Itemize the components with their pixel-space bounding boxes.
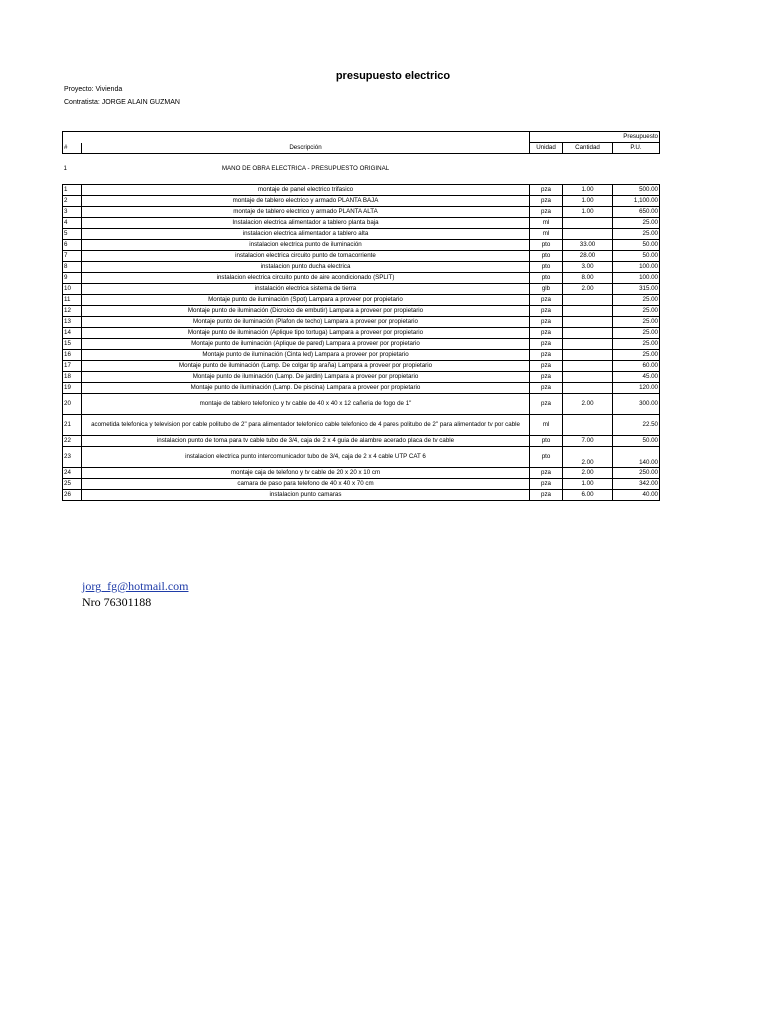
row-unit: ml	[530, 229, 563, 240]
row-number: 19	[63, 383, 82, 394]
project-label: Proyecto: Vivienda	[64, 86, 123, 93]
row-number: 3	[63, 207, 82, 218]
table-row	[63, 284, 660, 295]
table-row	[63, 317, 660, 328]
table-row	[63, 350, 660, 361]
phone-number: Nro 76301188	[82, 595, 152, 609]
table-row	[63, 306, 660, 317]
row-quantity: 2.00	[563, 394, 613, 415]
row-description: Montaje punto de iluminación (Aplique de pared) Lampara a proveer por propietario	[82, 339, 530, 350]
row-unit-price: 140.00	[613, 447, 660, 468]
table-row	[63, 372, 660, 383]
row-description: acometida telefonica y television por cable politubo de 2" para alimentador telefonico cable telefonico de 4 pares politubo de 2" para alimentador tv por cable	[82, 415, 530, 436]
table-row	[63, 447, 660, 468]
row-description: instalacion electrica punto intercomunicador tubo de 3/4, caja de 2 x 4 cable UTP CAT 6	[82, 447, 530, 468]
header-description: Descripción	[82, 143, 530, 154]
row-unit: pza	[530, 490, 563, 501]
row-quantity	[563, 361, 613, 372]
contact-block	[82, 578, 188, 610]
row-number: 22	[63, 436, 82, 447]
row-number: 25	[63, 479, 82, 490]
row-quantity: 1.00	[563, 207, 613, 218]
row-unit-price: 25.00	[613, 295, 660, 306]
row-unit-price: 25.00	[613, 229, 660, 240]
row-unit-price: 25.00	[613, 317, 660, 328]
email-link[interactable]: jorg_fg@hotmail.com	[82, 579, 189, 593]
table-row	[63, 185, 660, 196]
row-description: montaje de tablero electrico y armado PLANTA BAJA	[82, 196, 530, 207]
row-number: 7	[63, 251, 82, 262]
section-label: MANO DE OBRA ELECTRICA - PRESUPUESTO ORIGINAL	[221, 165, 390, 172]
row-unit-price: 250.00	[613, 468, 660, 479]
row-unit: pto	[530, 262, 563, 273]
row-unit: pto	[530, 251, 563, 262]
table-row	[63, 479, 660, 490]
row-description: Montaje punto de iluminación (Spot) Lampara a proveer por propietario	[82, 295, 530, 306]
row-quantity: 8.00	[563, 273, 613, 284]
header-unit: Unidad	[530, 143, 563, 154]
row-unit: pto	[530, 436, 563, 447]
row-unit-price: 50.00	[613, 436, 660, 447]
row-unit-price: 45.00	[613, 372, 660, 383]
table-row	[63, 383, 660, 394]
row-description: Montaje punto de iluminación (Lamp. De colgar tip araña) Lampara a proveer por propietario	[82, 361, 530, 372]
row-description: montaje de tablero electrico y armado PLANTA ALTA	[82, 207, 530, 218]
row-quantity	[563, 415, 613, 436]
table-row	[63, 394, 660, 415]
table-row	[63, 415, 660, 436]
row-unit-price: 25.00	[613, 306, 660, 317]
row-number: 23	[63, 447, 82, 468]
row-number: 10	[63, 284, 82, 295]
row-unit: pto	[530, 447, 563, 468]
section-number: 1	[63, 165, 67, 172]
row-number: 2	[63, 196, 82, 207]
row-description: instalacion electrica circuito punto de aire acondicionado (SPLIT)	[82, 273, 530, 284]
document-title: presupuesto electrico	[335, 70, 451, 82]
row-quantity: 1.00	[563, 479, 613, 490]
table-row	[63, 273, 660, 284]
row-unit-price: 100.00	[613, 273, 660, 284]
contractor-label: Contratista: JORGE ALAIN GUZMAN	[64, 99, 180, 106]
table-row	[63, 436, 660, 447]
row-unit: pza	[530, 372, 563, 383]
row-quantity: 7.00	[563, 436, 613, 447]
row-quantity: 6.00	[563, 490, 613, 501]
row-unit: pza	[530, 383, 563, 394]
table-row	[63, 218, 660, 229]
row-number: 11	[63, 295, 82, 306]
row-quantity: 1.00	[563, 196, 613, 207]
row-quantity	[563, 328, 613, 339]
row-description: montaje caja de telefono y tv cable de 20 x 20 x 10 cm	[82, 468, 530, 479]
row-number: 17	[63, 361, 82, 372]
row-unit-price: 50.00	[613, 240, 660, 251]
row-unit-price: 650.00	[613, 207, 660, 218]
row-description: Montaje punto de iluminación (Lamp. De jardin) Lampara a proveer por propietario	[82, 372, 530, 383]
row-quantity: 2.00	[563, 468, 613, 479]
row-number: 5	[63, 229, 82, 240]
row-unit-price: 60.00	[613, 361, 660, 372]
row-unit: pza	[530, 328, 563, 339]
table-row	[63, 328, 660, 339]
header-quantity: Cantidad	[563, 143, 613, 154]
header-row	[63, 143, 660, 154]
row-description: instalacion punto ducha electrica	[82, 262, 530, 273]
row-number: 20	[63, 394, 82, 415]
row-unit-price: 25.00	[613, 350, 660, 361]
row-description: instalacion punto camaras	[82, 490, 530, 501]
row-quantity: 2.00	[563, 284, 613, 295]
row-unit: ml	[530, 415, 563, 436]
row-unit: pza	[530, 394, 563, 415]
row-number: 16	[63, 350, 82, 361]
table-row	[63, 361, 660, 372]
row-number: 13	[63, 317, 82, 328]
header-presupuesto: Presupuesto	[613, 132, 660, 143]
row-unit-price: 100.00	[613, 262, 660, 273]
table-row	[63, 207, 660, 218]
row-quantity	[563, 372, 613, 383]
row-quantity	[563, 218, 613, 229]
row-number: 26	[63, 490, 82, 501]
row-description: Montaje punto de iluminación (Cinta led) Lampara a proveer por propietario	[82, 350, 530, 361]
row-quantity	[563, 383, 613, 394]
row-description: Instalacion electrica alimentador a tablero planta baja	[82, 218, 530, 229]
row-description: Montaje punto de iluminación (Lamp. De piscina) Lampara a proveer por propietario	[82, 383, 530, 394]
row-description: instalacion electrica circuito punto de tomacorriente	[82, 251, 530, 262]
row-number: 4	[63, 218, 82, 229]
row-description: Montaje punto de iluminación (Dicroico de embutir) Lampara a proveer por propietario	[82, 306, 530, 317]
row-description: instalacion punto de toma para tv cable tubo de 3/4, caja de 2 x 4 guia de alambre acerado placa de tv cable	[82, 436, 530, 447]
row-quantity: 28.00	[563, 251, 613, 262]
row-quantity	[563, 350, 613, 361]
row-unit-price: 25.00	[613, 339, 660, 350]
budget-table	[62, 131, 660, 501]
table-row	[63, 196, 660, 207]
table-row	[63, 251, 660, 262]
row-description: Montaje punto de iluminación (Aplique tipo tortuga) Lampara a proveer por propietario	[82, 328, 530, 339]
row-unit: pza	[530, 196, 563, 207]
row-quantity: 33.00	[563, 240, 613, 251]
row-number: 8	[63, 262, 82, 273]
row-unit-price: 500.00	[613, 185, 660, 196]
row-unit: pza	[530, 468, 563, 479]
row-description: instalacion electrica punto de iluminación	[82, 240, 530, 251]
row-unit: pza	[530, 306, 563, 317]
row-unit: pza	[530, 361, 563, 372]
row-unit-price: 1,100.00	[613, 196, 660, 207]
row-unit: pza	[530, 185, 563, 196]
row-quantity	[563, 295, 613, 306]
row-unit: pza	[530, 339, 563, 350]
row-quantity: 1.00	[563, 185, 613, 196]
header-unit-price: P.U.	[613, 143, 660, 154]
table-row	[63, 229, 660, 240]
row-unit: glb	[530, 284, 563, 295]
row-quantity	[563, 339, 613, 350]
row-unit-price: 40.00	[613, 490, 660, 501]
section-row	[63, 164, 660, 174]
row-unit-price: 342.00	[613, 479, 660, 490]
row-number: 18	[63, 372, 82, 383]
table-row	[63, 490, 660, 501]
header-num: #	[63, 143, 82, 154]
row-quantity	[563, 317, 613, 328]
row-number: 24	[63, 468, 82, 479]
row-quantity	[563, 306, 613, 317]
row-unit: ml	[530, 218, 563, 229]
row-quantity: 3.00	[563, 262, 613, 273]
table-row	[63, 468, 660, 479]
row-unit: pza	[530, 350, 563, 361]
row-unit-price: 25.00	[613, 328, 660, 339]
table-row	[63, 339, 660, 350]
row-unit: pza	[530, 317, 563, 328]
row-number: 12	[63, 306, 82, 317]
row-unit-price: 50.00	[613, 251, 660, 262]
row-number: 1	[63, 185, 82, 196]
row-number: 6	[63, 240, 82, 251]
row-unit-price: 300.00	[613, 394, 660, 415]
row-number: 21	[63, 415, 82, 436]
row-description: montaje de tablero telefonico y tv cable de 40 x 40 x 12 cañeria de fogo de 1"	[82, 394, 530, 415]
row-unit-price: 120.00	[613, 383, 660, 394]
row-description: montaje de panel electrico trifasico	[82, 185, 530, 196]
table-row	[63, 262, 660, 273]
table-row	[63, 295, 660, 306]
row-number: 14	[63, 328, 82, 339]
row-unit-price: 315.00	[613, 284, 660, 295]
row-description: Montaje punto de iluminación (Plafon de techo) Lampara a proveer por propietario	[82, 317, 530, 328]
row-number: 9	[63, 273, 82, 284]
row-unit: pza	[530, 479, 563, 490]
row-unit-price: 22.50	[613, 415, 660, 436]
row-description: camara de paso para telefono de 40 x 40 x 70 cm	[82, 479, 530, 490]
row-unit: pto	[530, 240, 563, 251]
row-unit: pto	[530, 273, 563, 284]
row-number: 15	[63, 339, 82, 350]
row-quantity	[563, 229, 613, 240]
row-quantity: 2.00	[563, 447, 613, 468]
table-row	[63, 240, 660, 251]
row-description: instalación electrica sistema de tierra	[82, 284, 530, 295]
row-unit: pza	[530, 295, 563, 306]
row-description: instalacion electrica alimentador a tablero alta	[82, 229, 530, 240]
header-group-row	[63, 132, 660, 143]
row-unit-price: 25.00	[613, 218, 660, 229]
row-unit: pza	[530, 207, 563, 218]
